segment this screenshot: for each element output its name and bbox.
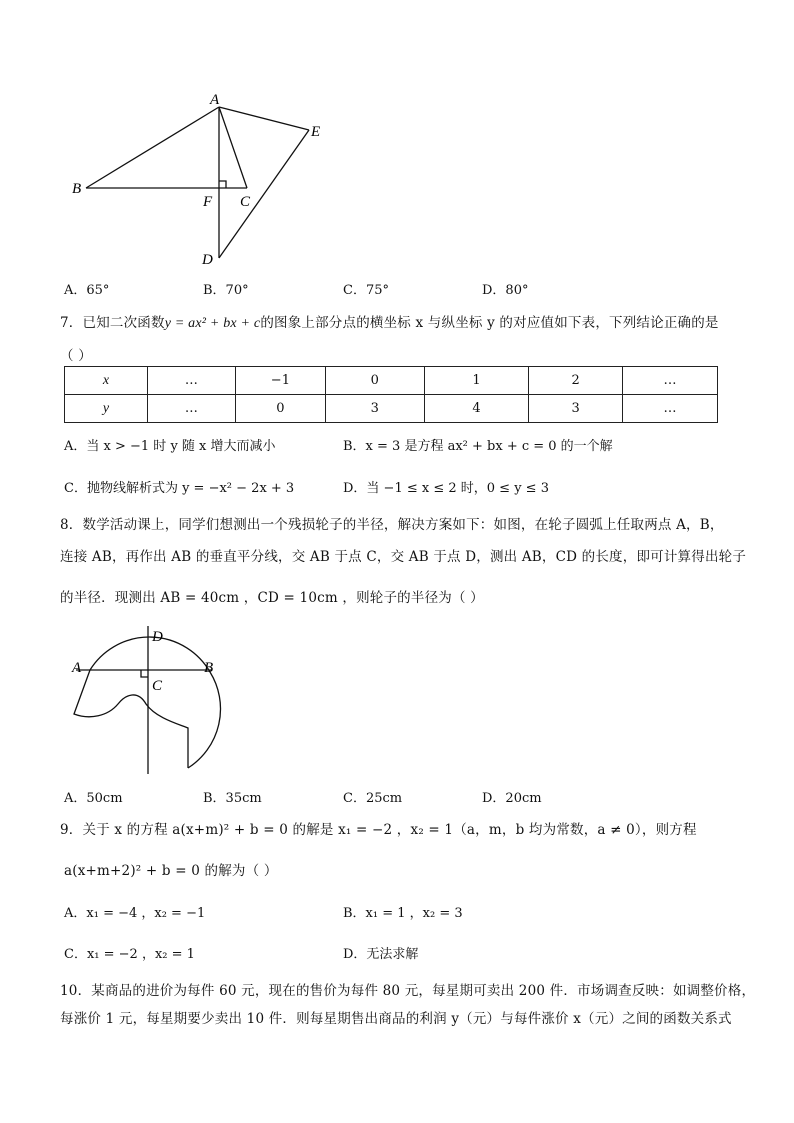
segment-ae bbox=[219, 107, 309, 130]
label-c: C bbox=[240, 194, 251, 210]
q8-line-1: 8．数学活动课上，同学们想测出一个残损轮子的半径，解决方案如下：如图，在轮子圆弧上任取两点 A，B， bbox=[60, 517, 724, 533]
label-b: B bbox=[204, 660, 214, 676]
table-cell: … bbox=[147, 395, 235, 423]
q7-paren: （ ） bbox=[60, 348, 92, 364]
right-angle-mark bbox=[141, 670, 148, 677]
table-cell: 3 bbox=[529, 395, 623, 423]
table-cell: … bbox=[623, 367, 718, 395]
q6-option-a[interactable]: A．65° bbox=[64, 283, 110, 298]
q10-line-2: 每涨价 1 元，每星期要少卖出 10 件．则每星期售出商品的利润 y（元）与每件涨价 x（元）之间的函数关系式 bbox=[60, 1011, 732, 1027]
table-row bbox=[65, 395, 718, 423]
q9-option-b[interactable]: B．x₁ = 1 ，x₂ = 3 bbox=[343, 906, 463, 921]
q9-option-d[interactable]: D．无法求解 bbox=[343, 947, 419, 962]
segment-ed bbox=[219, 130, 309, 258]
q6-option-d[interactable]: D．80° bbox=[482, 283, 529, 298]
table-cell: 0 bbox=[325, 367, 424, 395]
table-cell: 2 bbox=[529, 367, 623, 395]
label-d: D bbox=[152, 629, 163, 645]
q7-stem bbox=[60, 311, 719, 332]
table-cell: … bbox=[623, 395, 718, 423]
label-f: F bbox=[203, 194, 213, 210]
table-cell: −1 bbox=[235, 367, 325, 395]
label-c: C bbox=[152, 678, 163, 694]
q8-option-a[interactable]: A．50cm bbox=[64, 791, 123, 806]
right-angle-mark bbox=[219, 181, 226, 188]
q6-option-c[interactable]: C．75° bbox=[343, 283, 389, 298]
figure-triangle bbox=[60, 90, 350, 270]
table-cell: 1 bbox=[424, 367, 529, 395]
label-a: A bbox=[72, 660, 82, 676]
table-header-x: x bbox=[65, 367, 148, 395]
q7-option-c[interactable]: C．抛物线解析式为 y = −x² − 2x + 3 bbox=[64, 481, 295, 496]
figure-wheel bbox=[60, 620, 230, 780]
label-a: A bbox=[210, 92, 220, 108]
q9-line-2: a(x+m+2)² + b = 0 的解为（ ） bbox=[64, 863, 278, 879]
table-cell: 3 bbox=[325, 395, 424, 423]
wheel-arc bbox=[90, 637, 221, 768]
q9-option-a[interactable]: A．x₁ = −4 ，x₂ = −1 bbox=[64, 906, 206, 921]
q7-option-a[interactable]: A．当 x > −1 时 y 随 x 增大而减小 bbox=[64, 439, 276, 454]
q10-line-1: 10．某商品的进价为每件 60 元，现在的售价为每件 80 元，每星期可卖出 200 件．市场调查反映：如调整价格， bbox=[60, 983, 756, 999]
q7-prefix: 7．已知二次函数 bbox=[60, 315, 165, 331]
q8-option-d[interactable]: D．20cm bbox=[482, 791, 542, 806]
q8-line-2: 连接 AB，再作出 AB 的垂直平分线，交 AB 于点 C，交 AB 于点 D，测出 AB，CD 的长度，即可计算得出轮子 bbox=[60, 549, 747, 565]
label-e: E bbox=[311, 124, 321, 140]
q7-option-d[interactable]: D．当 −1 ≤ x ≤ 2 时，0 ≤ y ≤ 3 bbox=[343, 481, 549, 496]
label-d: D bbox=[202, 252, 213, 268]
q8-option-b[interactable]: B．35cm bbox=[203, 791, 262, 806]
label-b: B bbox=[72, 181, 82, 197]
q8-option-c[interactable]: C．25cm bbox=[343, 791, 403, 806]
table-header-y: y bbox=[65, 395, 148, 423]
q9-line-1: 9．关于 x 的方程 a(x+m)² + b = 0 的解是 x₁ = −2 ，x₂ = 1（a，m，b 均为常数，a ≠ 0），则方程 bbox=[60, 822, 697, 838]
q6-option-b[interactable]: B．70° bbox=[203, 283, 249, 298]
segment-ac bbox=[219, 107, 247, 188]
table-cell: 4 bbox=[424, 395, 529, 423]
segment-ab bbox=[86, 107, 219, 188]
q7-formula: y = ax² + bx + c bbox=[164, 316, 261, 331]
q7-option-b[interactable]: B．x = 3 是方程 ax² + bx + c = 0 的一个解 bbox=[343, 439, 613, 454]
q8-line-3: 的半径．现测出 AB = 40cm ，CD = 10cm ，则轮子的半径为（ ） bbox=[60, 590, 484, 606]
q7-value-table bbox=[64, 366, 718, 423]
broken-edge bbox=[74, 670, 188, 768]
q7-suffix: 的图象上部分点的横坐标 x 与纵坐标 y 的对应值如下表，下列结论正确的是 bbox=[260, 315, 719, 331]
table-cell: 0 bbox=[235, 395, 325, 423]
table-cell: … bbox=[147, 367, 235, 395]
q9-option-c[interactable]: C．x₁ = −2 ，x₂ = 1 bbox=[64, 947, 195, 962]
table-row bbox=[65, 367, 718, 395]
